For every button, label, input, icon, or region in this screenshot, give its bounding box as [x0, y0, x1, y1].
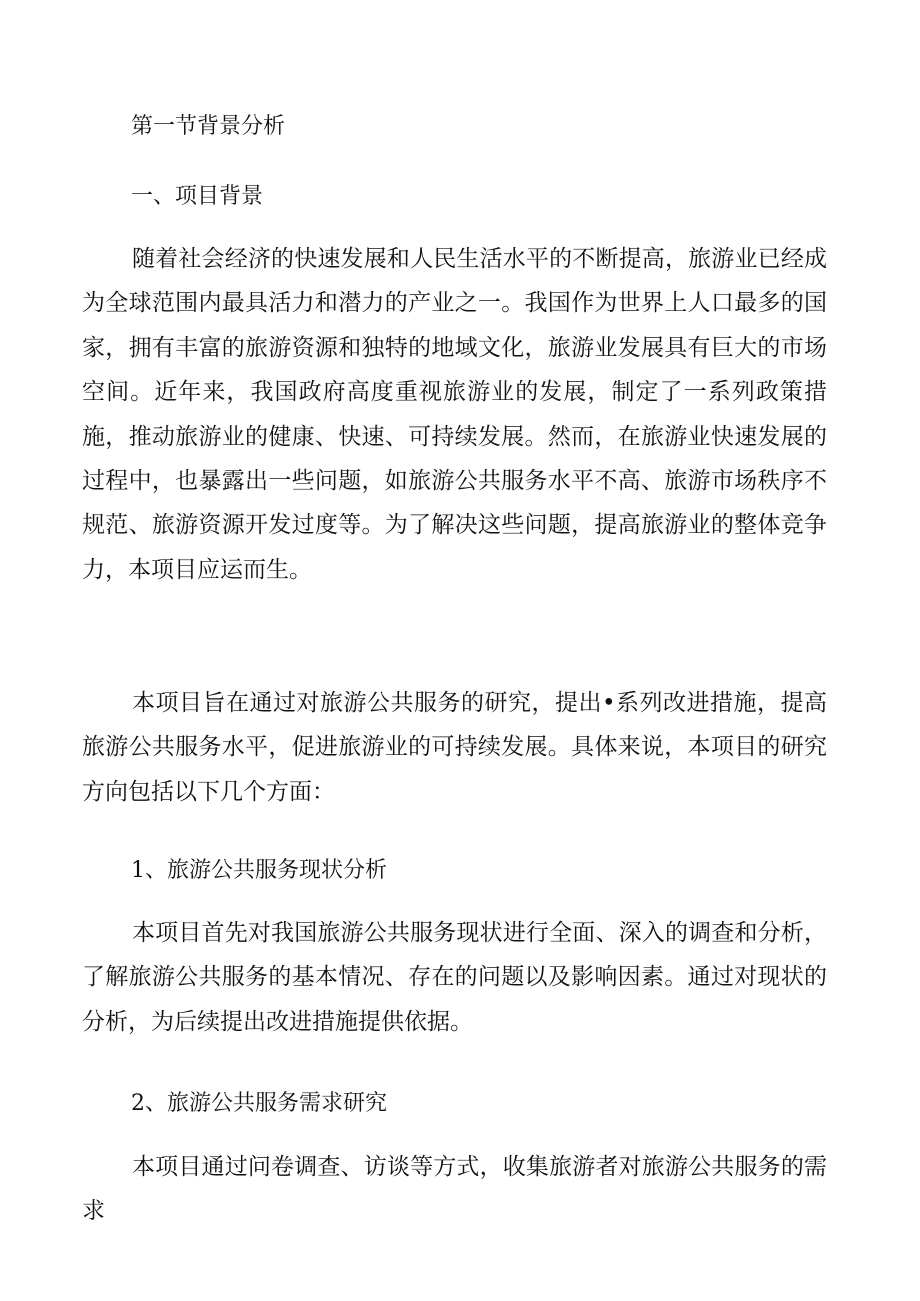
section-subtitle: 一、项目背景	[131, 184, 264, 209]
subheading-demand-research: 2、旅游公共服务需求研究	[131, 1091, 387, 1116]
paragraph-background: 随着社会经济的快速发展和人民生活水平的不断提高，旅游业已经成为全球范围内最具活力和潜力的产业之一。我国作为世界上人口最多的国家，拥有丰富的旅游资源和独特的地域文化，旅游业发展具有巨大的市场空间。近年来，我国政府高度重视旅游业的发展，制定了一系列政策措施，推动旅游业的健康、快速、可持续发展。然而，在旅游业快速发展的过程中，也暴露出一些问题，如旅游公共服务水平不高、旅游市场秩序不规范、旅游资源开发过度等。为了解决这些问题，提高旅游业的整体竞争力，本项目应运而生。	[82, 246, 827, 583]
section-title: 第一节背景分析	[131, 114, 286, 139]
paragraph-project-aim: 本项目旨在通过对旅游公共服务的研究，提出•系列改进措施，提高旅游公共服务水平，促进旅游业的可持续发展。具体来说，本项目的研究方向包括以下几个方面：	[82, 690, 827, 805]
subheading-status-analysis: 1、旅游公共服务现状分析	[131, 858, 387, 883]
paragraph-demand-research: 本项目通过问卷调查、访谈等方式，收集旅游者对旅游公共服务的需求	[82, 1154, 827, 1225]
paragraph-status-analysis: 本项目首先对我国旅游公共服务现状进行全面、深入的调查和分析，了解旅游公共服务的基本情况、存在的问题以及影响因素。通过对现状的分析，为后续提出改进措施提供依据。	[82, 920, 827, 1035]
